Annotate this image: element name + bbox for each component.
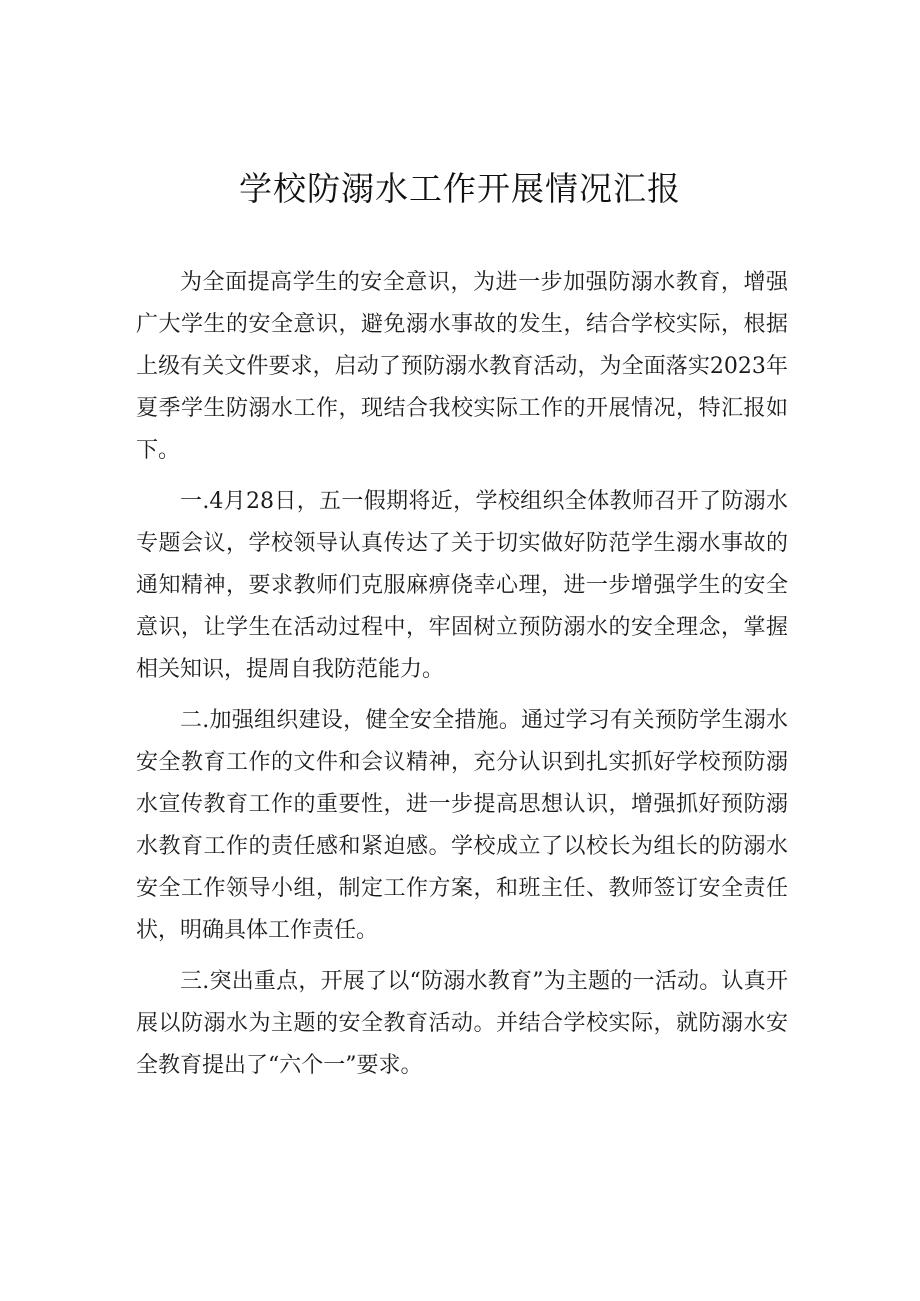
paragraph-section-2: 二.加强组织建设，健全安全措施。通过学习有关预防学生溺水安全教育工作的文件和会议精神，充分认识到扎实抓好学校预防溺水宣传教育工作的重要性，进一步提高思想认识，增强抓好预防溺水教育工作的责任感和紧迫感。学校成立了以校长为组长的防溺水安全工作领导小组，制定工作方案，和班主任、教师签订安全责任状，明确具体工作责任。: [136, 708, 788, 943]
paragraph-section-3: 三.突出重点，开展了以“防溺水教育”为主题的一活动。认真开展以防溺水为主题的安全教育活动。并结合学校实际，就防溺水安全教育提出了“六个一”要求。: [136, 969, 788, 1078]
paragraph-section-1: 一.4月28日，五一假期将近，学校组织全体教师召开了防溺水专题会议，学校领导认真传达了关于切实做好防范学生溺水事故的通知精神，要求教师们克服麻痹侥幸心理，进一步增强学生的安全意识，让学生在活动过程中，牢固树立预防溺水的安全理念，掌握相关知识，提周自我防范能力。: [136, 489, 788, 682]
document-title: 学校防溺水工作开展情况汇报: [239, 169, 681, 208]
document-body: [136, 262, 788, 1096]
paragraph-intro: 为全面提高学生的安全意识，为进一步加强防溺水教育，增强广大学生的安全意识，避免溺水事故的发生，结合学校实际，根据上级有关文件要求，启动了预防溺水教育活动，为全面落实2023年夏季学生防溺水工作，现结合我校实际工作的开展情况，特汇报如下。: [136, 270, 788, 463]
